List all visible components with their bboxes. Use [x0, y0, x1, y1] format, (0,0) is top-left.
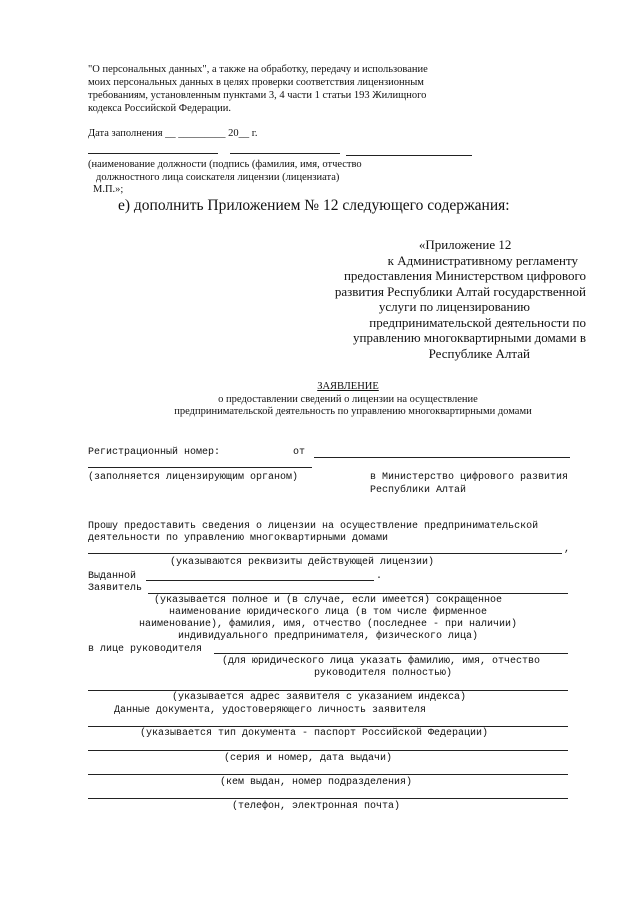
appendix-line-3: предоставления Министерством цифрового — [343, 268, 586, 283]
applicant-note-4: индивидуального предпринимателя, физического лица) — [177, 631, 479, 642]
appendix-line-8: Республике Алтай — [428, 345, 530, 361]
requisites-note: (указываются реквизиты действующей лицензии) — [170, 557, 435, 568]
appendix-block — [335, 237, 586, 361]
form-subtitle-2: предпринимательской деятельность по управлению многоквартирными домами — [174, 406, 532, 417]
issuer-field-line[interactable] — [88, 774, 568, 775]
signature-line-position — [88, 153, 218, 154]
from-label: от — [293, 447, 306, 458]
id-doc-label: Данные документа, удостоверяющего личность заявителя — [114, 705, 427, 716]
applicant-note-3: наименование), фамилия, имя, отчество (последнее - при наличии) — [138, 619, 518, 630]
head-field-line[interactable] — [214, 653, 568, 654]
appendix-line-1: «Приложение 12 — [418, 237, 512, 252]
signature-line-sign — [230, 153, 340, 154]
address-note: (указывается адрес заявителя с указанием индекса) — [172, 692, 467, 703]
amendment-heading: е) дополнить Приложением № 12 следующего содержания: — [118, 197, 510, 214]
applicant-note-1: (указывается полное и (в случае, если имеется) сокращенное — [153, 595, 503, 606]
consent-line-2: моих персональных данных в целях проверки соответствия лицензионным — [88, 77, 424, 88]
head-note-2: руководителя полностью) — [314, 668, 453, 679]
series-note: (серия и номер, дата выдачи) — [224, 753, 393, 764]
head-label: в лице руководителя — [88, 644, 203, 655]
stamp-label: М.П.»; — [93, 184, 124, 195]
appendix-line-2: к Административному регламенту — [387, 252, 578, 268]
series-field-line[interactable] — [88, 750, 568, 751]
applicant-note-2: наименование юридического лица (в том числе фирменное — [168, 607, 488, 618]
head-note-1: (для юридического лица указать фамилию, имя, отчество — [222, 656, 541, 667]
reg-number-field-line[interactable] — [88, 467, 312, 468]
recipient-line-1: в Министерство цифрового развития — [370, 472, 569, 483]
fill-date: Дата заполнения __ _________ 20__ г. — [88, 128, 258, 139]
sign-caption-2: должностного лица соискателя лицензии (лицензиата) — [96, 172, 340, 183]
consent-line-3: требованиям, установленным пунктами 3, 4 части 1 статьи 193 Жилищного — [88, 90, 427, 101]
filled-by-note: (заполняется лицензирующим органом) — [88, 472, 299, 483]
issued-field-line[interactable] — [146, 580, 374, 581]
contacts-note: (телефон, электронная почта) — [232, 801, 401, 812]
appendix-line-6: предпринимательской деятельности по — [369, 314, 586, 330]
issued-label: Выданной — [88, 571, 137, 582]
appendix-line-5: услуги по лицензированию — [378, 299, 530, 314]
date-field-line[interactable] — [314, 457, 570, 458]
form-subtitle-1: о предоставлении сведений о лицензии на осуществление — [218, 394, 478, 405]
doc-type-note: (указывается тип документа - паспорт Российской Федерации) — [140, 728, 489, 739]
applicant-label: Заявитель — [88, 583, 143, 594]
request-line-2: деятельности по управлению многоквартирными домами — [88, 533, 389, 544]
appendix-line-7: управлению многоквартирными домами в — [352, 330, 586, 345]
sign-caption-1: (наименование должности (подпись (фамилия, имя, отчество — [88, 159, 362, 170]
requisites-field-line[interactable] — [88, 553, 562, 554]
comma: , — [564, 544, 571, 555]
issuer-note: (кем выдан, номер подразделения) — [220, 777, 413, 788]
contacts-field-line[interactable] — [88, 798, 568, 799]
request-line-1: Прошу предоставить сведения о лицензии на осуществление предпринимательской — [88, 521, 539, 532]
issued-dot: . — [376, 571, 383, 582]
signature-line-name — [346, 155, 472, 156]
consent-line-4: кодекса Российской Федерации. — [88, 103, 232, 114]
consent-line-1: "О персональных данных", а также на обработку, передачу и использование — [88, 64, 428, 75]
appendix-line-4: развития Республики Алтай государственной — [334, 283, 586, 299]
recipient-line-2: Республики Алтай — [370, 485, 467, 496]
reg-number-label: Регистрационный номер: — [88, 447, 221, 458]
form-title: ЗАЯВЛЕНИЕ — [317, 381, 379, 392]
